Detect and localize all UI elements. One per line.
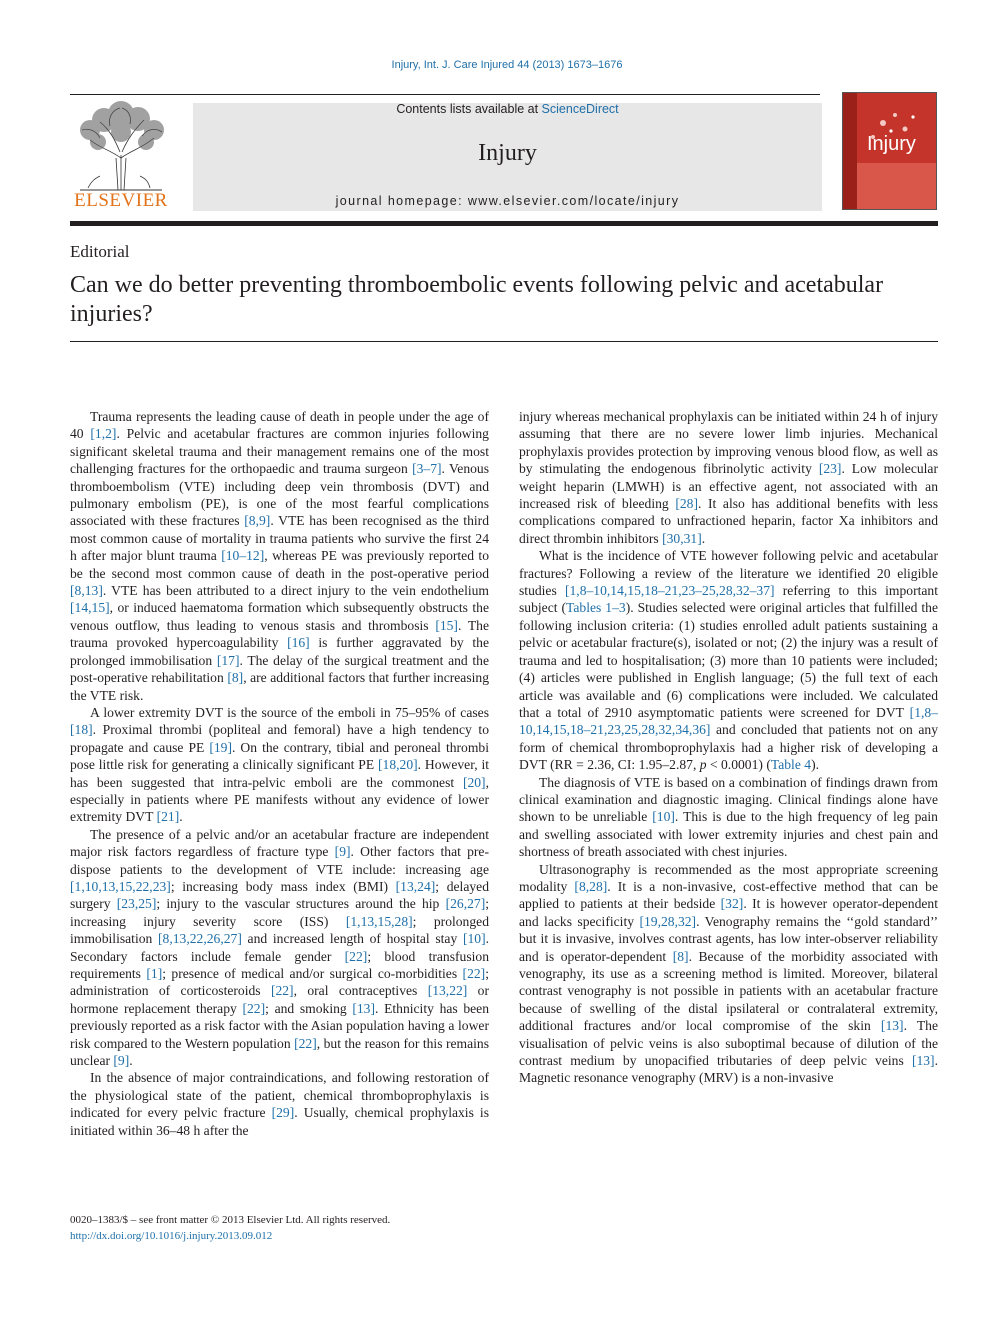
- article-type: Editorial: [70, 242, 130, 261]
- reference-link[interactable]: [10]: [652, 809, 675, 825]
- footer-note: [70, 1212, 390, 1244]
- reference-link[interactable]: [22]: [270, 983, 294, 999]
- reference-link[interactable]: [1]: [146, 966, 163, 981]
- reference-link[interactable]: [16]: [287, 635, 310, 651]
- contents-prefix: Contents lists available at: [396, 102, 542, 116]
- reference-link[interactable]: [8,13]: [70, 583, 103, 599]
- table-link[interactable]: Table 4: [770, 757, 812, 773]
- paragraph: injury whereas mechanical prophylaxis can be initiated within 24 h of injury assuming that there are no severe lower limb injuries. Mechanical prophylaxis provides protection by improving venous blood flow, as well as by stimulating the endogenous fibrinolytic activity [23]. Low molecular weight heparin (LMWH) is an effective agent, not associated with an increased risk of bleeding [28]. It also has additional benefits with less complications compared to unfractioned heparin, factor Xa inhibitors and direct thrombin inhibitors [30,31].: [519, 409, 938, 546]
- reference-link[interactable]: [15]: [435, 617, 458, 633]
- reference-link[interactable]: [13,22]: [427, 983, 468, 999]
- body-column-right: [519, 408, 938, 1087]
- reference-link[interactable]: [22]: [462, 966, 486, 981]
- reference-link[interactable]: [9]: [113, 1053, 130, 1069]
- reference-link[interactable]: [19]: [209, 739, 233, 755]
- paragraph: A lower extremity DVT is the source of the emboli in 75–95% of cases [18]. Proximal thrombi (popliteal and femoral) have a high tendency to propagate and cause PE [19]. On the contrary, tibial and peroneal thrombi pose little risk for generating a clinically significant PE [18,20]. However, it has been suggested that intra-pelvic emboli are the commonest [20], especially in patients where PE manifests without any evidence of lower extremity DVT [21].: [70, 704, 489, 825]
- reference-link[interactable]: [30,31]: [662, 530, 702, 546]
- elsevier-logo: [70, 100, 172, 212]
- reference-link[interactable]: [9]: [334, 844, 351, 860]
- paragraph: Ultrasonography is recommended as the most appropriate screening modality [8,28]. It is a non-invasive, cost-effective method that can be applied to patients at their bedside [32]. It is however operator-dependent and lacks specificity [19,28,32]. Venography remains the ‘‘gold standard’’ but it is invasive, involves contrast agents, has low inter-observer reliability and is operator-dependent [8]. Because of the morbidity associated with venography, its use as a screening method is limited. Moreover, bilateral contrast venography is not possible in patients with an acetabular fracture because of swelling of the distal ipsilateral or contralateral extremity, additional fractures and/or local compromise of the skin [13]. The visualisation of pelvic veins is also suboptimal because of dilution of the contrast medium by unopacified tributaries of deep pelvic veins [13]. Magnetic resonance venography (MRV) is a non-invasive: [519, 861, 939, 1086]
- reference-link[interactable]: [13,24]: [395, 878, 436, 894]
- journal-citation[interactable]: Injury, Int. J. Care Injured 44 (2013) 1673–1676: [391, 59, 623, 71]
- reference-link[interactable]: [8,9]: [244, 513, 271, 529]
- reference-link[interactable]: [8,13,22,26,27]: [158, 931, 242, 947]
- reference-link[interactable]: [22]: [242, 1000, 266, 1016]
- paragraph: The presence of a pelvic and/or an acetabular fracture are independent major risk factors regardless of fracture type [9]. Other factors that pre-dispose patients to the development of VTE include: increasing age [1,10,13,15,22,23]; increasing body mass index (BMI) [13,24]; delayed surgery [23,25]; injury to the vascular structures around the hip [26,27]; increasing injury severity score (ISS) [1,13,15,28]; prolonged immobilisation [8,13,22,26,27] and increased length of hospital stay [10]. Secondary factors include female gender [22]; blood transfusion requirements [1]; presence of medical and/or surgical co-morbidities [22]; administration of corticosteroids [22], oral contraceptives [13,22] or hormone replacement therapy [22]; and smoking [13]. Ethnicity has been previously reported as a risk factor with the Asian population having a lower risk compared to the Western population [22], but the reason for this remains unclear [9].: [70, 826, 490, 1069]
- article-title: Can we do better preventing thromboembolic events following pelvic and acetabular injuries?: [70, 272, 884, 327]
- reference-link[interactable]: [29]: [271, 1105, 295, 1121]
- reference-link[interactable]: [18]: [70, 722, 93, 738]
- header-thick-rule: [70, 221, 938, 226]
- reference-link[interactable]: [13]: [880, 1018, 904, 1034]
- reference-link[interactable]: [28]: [675, 496, 698, 512]
- title-rule: [70, 341, 938, 342]
- reference-link[interactable]: [13]: [352, 1000, 376, 1016]
- reference-link[interactable]: [1,8–10,14,15,18–21,23–25,28,32–37]: [564, 583, 775, 599]
- reference-link[interactable]: [1,10,13,15,22,23]: [70, 878, 171, 894]
- reference-link[interactable]: [8,28]: [574, 878, 608, 894]
- reference-link[interactable]: [8]: [227, 670, 244, 686]
- contents-line: [193, 102, 822, 116]
- reference-link[interactable]: [3–7]: [412, 461, 442, 477]
- paragraph: The diagnosis of VTE is based on a combination of findings drawn from clinical examination and diagnostic imaging. Clinical findings alone have shown to be unreliable [10]. This is due to the high frequency of leg pain and swelling associated with lower extremity injuries and chest pain and shortness of breath associated with chest injuries.: [519, 774, 938, 860]
- body-column-left: [70, 408, 489, 1139]
- reference-link[interactable]: [20]: [462, 774, 486, 790]
- reference-link[interactable]: [1,13,15,28]: [345, 913, 413, 929]
- reference-link[interactable]: [32]: [720, 896, 744, 912]
- reference-link[interactable]: [21]: [156, 809, 180, 825]
- reference-link[interactable]: [22]: [294, 1035, 317, 1051]
- reference-link[interactable]: [10]: [462, 931, 486, 947]
- journal-cover-image: [842, 92, 937, 210]
- reference-link[interactable]: [23]: [818, 461, 842, 477]
- reference-link[interactable]: [19,28,32]: [639, 913, 697, 929]
- paragraph: What is the incidence of VTE however following pelvic and acetabular fractures? Following a review of the literature we identified 20 eligible studies [1,8–10,14,15,18–21,23–25,28,32–37] referring to this important subject (Tables 1–3). Studies selected were original articles that fulfilled the following inclusion criteria: (1) studies enrolled adult patients sustaining a pelvic or acetabular fracture(s), isolated or not; (2) the injury was a result of trauma and led to hospitalisation; (3) more than 10 patients were included; (4) articles were published in English language; (5) the full text of each article was available and (6) complications were included. We calculated that a total of 2910 asymptomatic patients were screened for DVT [1,8–10,14,15,18–21,23,25,28,32,34,36] and concluded that patients not on any form of chemical thromboprophylaxis had a higher risk of developing a DVT (RR = 2.36, CI: 1.95–2.87, p < 0.0001) (Table 4).: [519, 548, 939, 773]
- table-link[interactable]: Tables 1–3: [566, 600, 626, 616]
- reference-link[interactable]: [22]: [344, 948, 368, 964]
- reference-link[interactable]: [17]: [216, 652, 240, 668]
- sciencedirect-link[interactable]: ScienceDirect: [541, 102, 619, 116]
- doi-link[interactable]: http://dx.doi.org/10.1016/j.injury.2013.09.012: [70, 1230, 273, 1242]
- reference-link[interactable]: [18,20]: [378, 757, 418, 773]
- copyright-line: 0020–1383/$ – see front matter © 2013 Elsevier Ltd. All rights reserved.: [70, 1214, 391, 1226]
- paragraph: Trauma represents the leading cause of death in people under the age of 40 [1,2]. Pelvic and acetabular fractures are common injuries following significant skeletal trauma and their management remains one of the most challenging fractures for the orthopaedic and trauma surgeon [3–7]. Venous thromboembolism (VTE) including deep vein thrombosis (DVT) and pulmonary embolism (PE), is one of the most fearful complications associated with these fractures [8,9]. VTE has been recognised as the third most common cause of mortality in trauma patients who survive the first 24 h after major blunt trauma [10–12], whereas PE was previously reported to be the second most common cause of death in the post-operative period [8,13]. VTE has been attributed to a direct injury to the vein endothelium [14,15], or induced haematoma formation which subsequently obstructs the venous outflow, thus leading to venous stasis and thrombosis [15]. The trauma provoked hypercoagulability [16] is further aggravated by the prolonged immobilisation [17]. The delay of the surgical treatment and the post-operative rehabilitation [8], are additional factors that further increasing the VTE risk.: [70, 409, 490, 703]
- reference-link[interactable]: [14,15]: [70, 600, 110, 616]
- reference-link[interactable]: [26,27]: [445, 896, 486, 912]
- reference-link[interactable]: [8]: [672, 948, 689, 964]
- reference-link[interactable]: [10–12]: [221, 548, 265, 564]
- elsevier-wordmark: ELSEVIER: [74, 190, 168, 211]
- header-top-rule: [70, 94, 820, 95]
- paragraph: In the absence of major contraindications, and following restoration of the physiological state of the patient, chemical thromboprophylaxis is indicated for every pelvic fracture [29]. Usually, chemical prophylaxis is initiated within 36–48 h after the: [70, 1070, 489, 1138]
- elsevier-tree-icon: [70, 100, 172, 192]
- reference-link[interactable]: [23,25]: [116, 896, 157, 912]
- cover-title: Injury: [867, 133, 916, 155]
- journal-homepage[interactable]: journal homepage: www.elsevier.com/locate/injury: [335, 194, 680, 208]
- journal-name: Injury: [478, 140, 537, 166]
- reference-link[interactable]: [1,2]: [90, 426, 117, 442]
- reference-link[interactable]: [1,8–10,14,15,18–21,23,25,28,32,34,36]: [519, 704, 938, 738]
- reference-link[interactable]: [13]: [911, 1053, 935, 1069]
